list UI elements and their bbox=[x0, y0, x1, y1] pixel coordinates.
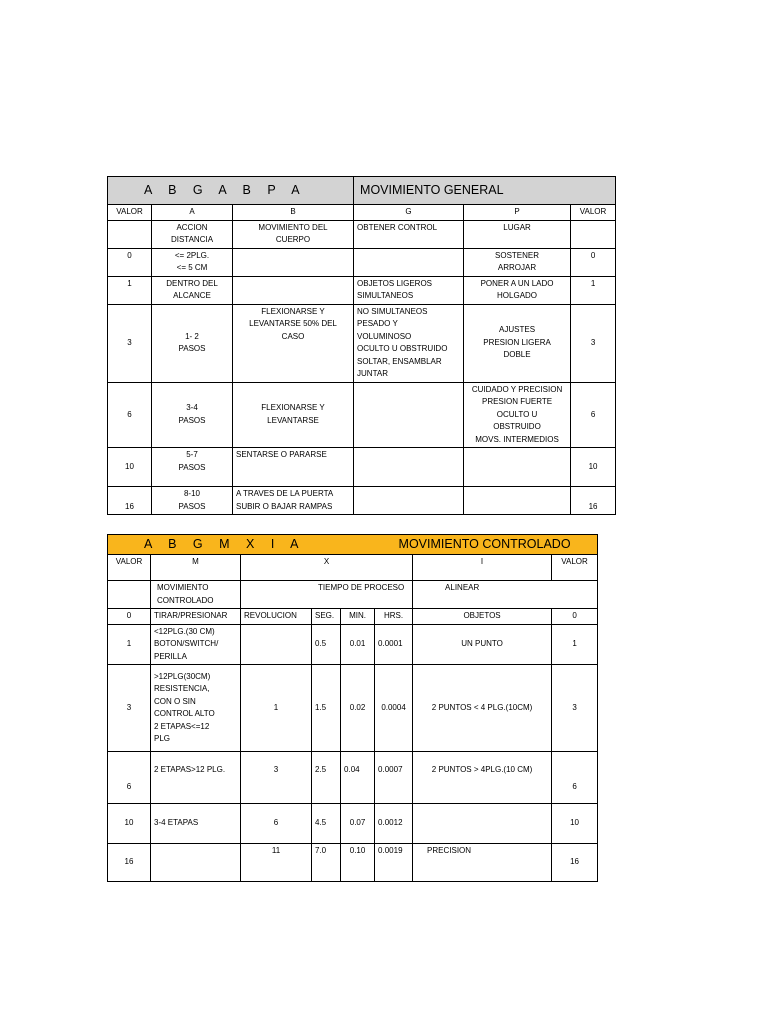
subheader-cell: ALINEAR bbox=[413, 581, 598, 609]
value-cell: 6 bbox=[571, 382, 616, 448]
header-cell: I bbox=[413, 555, 552, 581]
header-cell: VALOR bbox=[552, 555, 598, 581]
cell-b: FLEXIONARSE Y LEVANTARSE bbox=[233, 382, 354, 448]
table-row bbox=[108, 448, 616, 487]
value-cell: 3 bbox=[571, 304, 616, 382]
subheader-cell: TIRAR/PRESIONAR bbox=[151, 609, 241, 625]
subheader-cell: SEG. bbox=[312, 609, 341, 625]
value-cell: 10 bbox=[108, 448, 152, 487]
cell-g: NO SIMULTANEOS PESADO Y VOLUMINOSO OCULTO U OBSTRUIDO SOLTAR, ENSAMBLAR JUNTAR bbox=[354, 304, 464, 382]
value-cell: 0 bbox=[108, 609, 151, 625]
subheader-cell: REVOLUCION bbox=[241, 609, 312, 625]
table-row bbox=[108, 624, 598, 665]
value-cell: 16 bbox=[552, 844, 598, 882]
cell-m: 3-4 ETAPAS bbox=[151, 804, 241, 844]
cell-min: 0.10 bbox=[341, 844, 375, 882]
cell-b bbox=[233, 248, 354, 276]
cell-objetos: UN PUNTO bbox=[413, 624, 552, 665]
cell-seg: 7.0 bbox=[312, 844, 341, 882]
table2-letters: A B G M X I A bbox=[108, 535, 341, 555]
cell-min: 0.02 bbox=[341, 665, 375, 752]
cell-b bbox=[233, 276, 354, 304]
value-cell: 10 bbox=[552, 804, 598, 844]
cell-g bbox=[354, 448, 464, 487]
value-cell: 0 bbox=[552, 609, 598, 625]
table1-letters: A B G A B P A bbox=[108, 177, 354, 205]
table2-subheader-row bbox=[108, 609, 598, 625]
cell-objetos bbox=[413, 804, 552, 844]
cell-seg: 2.5 bbox=[312, 752, 341, 804]
cell-objetos: 2 PUNTOS < 4 PLG.(10CM) bbox=[413, 665, 552, 752]
cell-g bbox=[354, 382, 464, 448]
table1-title: MOVIMIENTO GENERAL bbox=[354, 177, 616, 205]
general-movement-table bbox=[107, 176, 616, 515]
table2-subheader-row bbox=[108, 581, 598, 609]
header-cell: P bbox=[464, 205, 571, 221]
cell-m: <12PLG.(30 CM) BOTON/SWITCH/ PERILLA bbox=[151, 624, 241, 665]
subheader-cell: MIN. bbox=[341, 609, 375, 625]
header-cell: G bbox=[354, 205, 464, 221]
cell-hrs: 0.0019 bbox=[375, 844, 413, 882]
cell-m: 2 ETAPAS>12 PLG. bbox=[151, 752, 241, 804]
cell-revolucion: 11 bbox=[241, 844, 312, 882]
table-row bbox=[108, 382, 616, 448]
value-cell: 3 bbox=[108, 304, 152, 382]
value-cell: 1 bbox=[552, 624, 598, 665]
cell-revolucion bbox=[241, 624, 312, 665]
subheader-cell: MOVIMIENTO CONTROLADO bbox=[151, 581, 241, 609]
header-cell: M bbox=[151, 555, 241, 581]
value-cell: 1 bbox=[108, 624, 151, 665]
cell-a: 1- 2 PASOS bbox=[152, 304, 233, 382]
header-cell: X bbox=[241, 555, 413, 581]
cell-m bbox=[151, 844, 241, 882]
cell-revolucion: 3 bbox=[241, 752, 312, 804]
value-cell: 0 bbox=[108, 248, 152, 276]
cell-g bbox=[354, 487, 464, 515]
cell-a: DENTRO DEL ALCANCE bbox=[152, 276, 233, 304]
subheader-cell: TIEMPO DE PROCESO bbox=[241, 581, 413, 609]
table2-title: MOVIMIENTO CONTROLADO bbox=[341, 535, 598, 555]
table-row bbox=[108, 665, 598, 752]
table-row bbox=[108, 844, 598, 882]
cell-a: 8-10 PASOS bbox=[152, 487, 233, 515]
table-row bbox=[108, 752, 598, 804]
value-cell: 3 bbox=[108, 665, 151, 752]
cell-p: AJUSTES PRESION LIGERA DOBLE bbox=[464, 304, 571, 382]
cell-min: 0.07 bbox=[341, 804, 375, 844]
subheader-cell: HRS. bbox=[375, 609, 413, 625]
cell-p bbox=[464, 487, 571, 515]
cell-m: >12PLG(30CM) RESISTENCIA, CON O SIN CONTROL ALTO 2 ETAPAS<=12 PLG bbox=[151, 665, 241, 752]
cell-a: <= 2PLG. <= 5 CM bbox=[152, 248, 233, 276]
cell-p: CUIDADO Y PRECISION PRESION FUERTE OCULTO U OBSTRUIDO MOVS. INTERMEDIOS bbox=[464, 382, 571, 448]
value-cell: 3 bbox=[552, 665, 598, 752]
subheader-cell: LUGAR bbox=[464, 220, 571, 248]
header-cell: VALOR bbox=[108, 205, 152, 221]
cell-min: 0.04 bbox=[341, 752, 375, 804]
value-cell: 10 bbox=[571, 448, 616, 487]
cell-p bbox=[464, 448, 571, 487]
table-row bbox=[108, 248, 616, 276]
table-row bbox=[108, 276, 616, 304]
header-cell: B bbox=[233, 205, 354, 221]
cell-revolucion: 6 bbox=[241, 804, 312, 844]
cell-a: 5-7 PASOS bbox=[152, 448, 233, 487]
header-cell: VALOR bbox=[571, 205, 616, 221]
subheader-cell bbox=[108, 220, 152, 248]
value-cell: 0 bbox=[571, 248, 616, 276]
empty-cell bbox=[108, 581, 151, 609]
subheader-cell bbox=[571, 220, 616, 248]
subheader-cell: OBJETOS bbox=[413, 609, 552, 625]
subheader-cell: OBTENER CONTROL bbox=[354, 220, 464, 248]
subheader-cell: MOVIMIENTO DEL CUERPO bbox=[233, 220, 354, 248]
cell-revolucion: 1 bbox=[241, 665, 312, 752]
subheader-cell: ACCION DISTANCIA bbox=[152, 220, 233, 248]
header-cell: A bbox=[152, 205, 233, 221]
header-cell: VALOR bbox=[108, 555, 151, 581]
cell-hrs: 0.0004 bbox=[375, 665, 413, 752]
table-row bbox=[108, 804, 598, 844]
value-cell: 16 bbox=[108, 844, 151, 882]
cell-b: SENTARSE O PARARSE bbox=[233, 448, 354, 487]
cell-hrs: 0.0001 bbox=[375, 624, 413, 665]
cell-g: OBJETOS LIGEROS SIMULTANEOS bbox=[354, 276, 464, 304]
cell-p: PONER A UN LADO HOLGADO bbox=[464, 276, 571, 304]
cell-seg: 0.5 bbox=[312, 624, 341, 665]
value-cell: 1 bbox=[571, 276, 616, 304]
table-row bbox=[108, 304, 616, 382]
cell-seg: 1.5 bbox=[312, 665, 341, 752]
table2-header-row bbox=[108, 555, 598, 581]
cell-hrs: 0.0007 bbox=[375, 752, 413, 804]
cell-hrs: 0.0012 bbox=[375, 804, 413, 844]
value-cell: 1 bbox=[108, 276, 152, 304]
value-cell: 16 bbox=[108, 487, 152, 515]
cell-objetos: PRECISION bbox=[413, 844, 552, 882]
controlled-movement-table bbox=[107, 534, 598, 882]
cell-b: FLEXIONARSE Y LEVANTARSE 50% DEL CASO bbox=[233, 304, 354, 382]
cell-p: SOSTENER ARROJAR bbox=[464, 248, 571, 276]
table-row bbox=[108, 487, 616, 515]
cell-g bbox=[354, 248, 464, 276]
cell-min: 0.01 bbox=[341, 624, 375, 665]
value-cell: 6 bbox=[108, 752, 151, 804]
table1-header-row bbox=[108, 205, 616, 221]
cell-a: 3-4 PASOS bbox=[152, 382, 233, 448]
value-cell: 16 bbox=[571, 487, 616, 515]
value-cell: 6 bbox=[552, 752, 598, 804]
value-cell: 10 bbox=[108, 804, 151, 844]
value-cell: 6 bbox=[108, 382, 152, 448]
cell-objetos: 2 PUNTOS > 4PLG.(10 CM) bbox=[413, 752, 552, 804]
cell-seg: 4.5 bbox=[312, 804, 341, 844]
cell-b: A TRAVES DE LA PUERTA SUBIR O BAJAR RAMPAS bbox=[233, 487, 354, 515]
table1-subheader-row bbox=[108, 220, 616, 248]
